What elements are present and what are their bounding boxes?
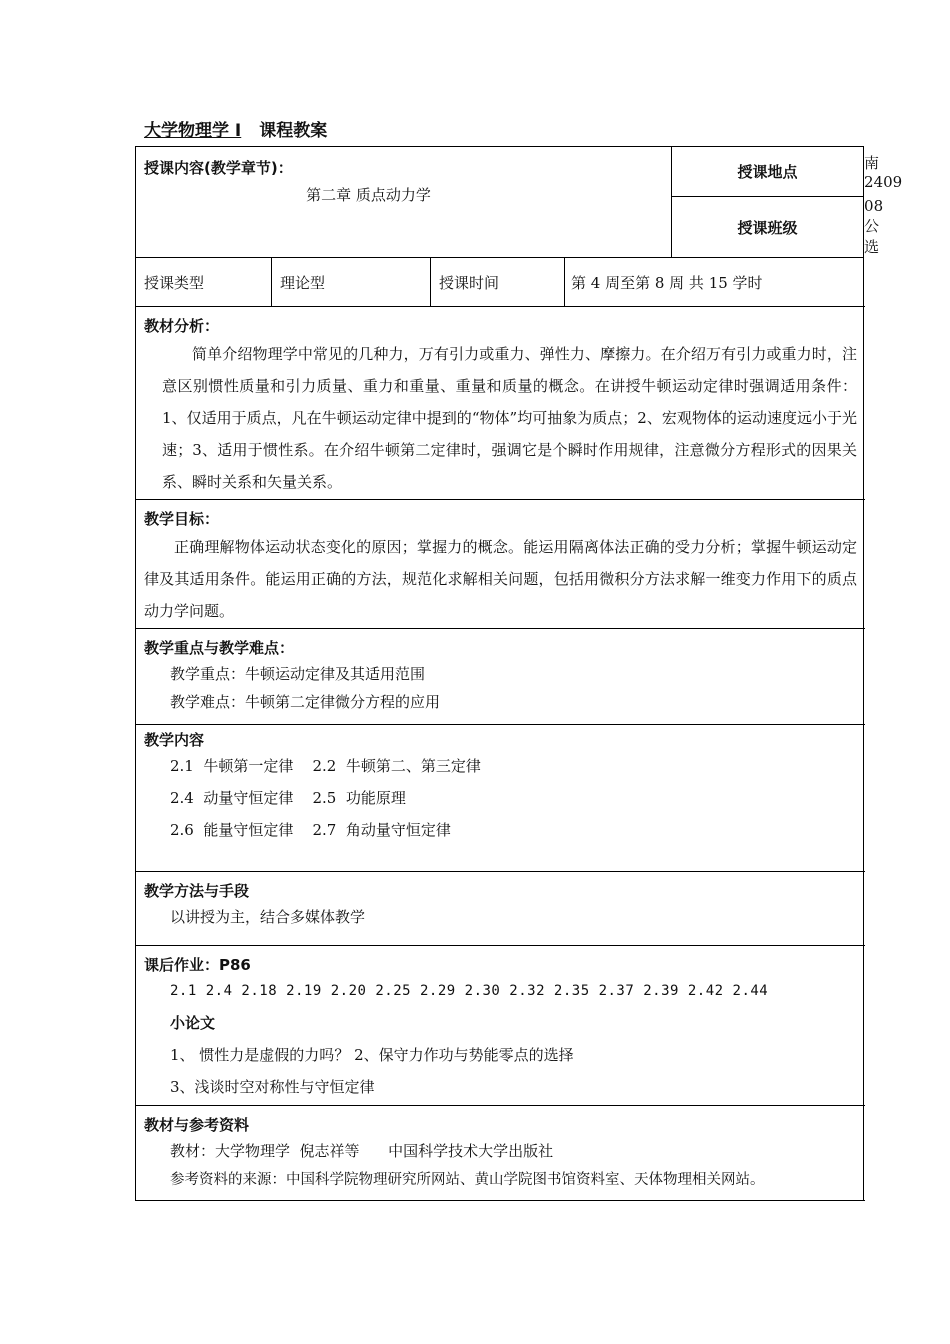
key-points-cell bbox=[136, 629, 864, 725]
teaching-content-label: 授课内容(教学章节)： bbox=[144, 159, 293, 177]
goals-heading: 教学目标： bbox=[144, 510, 220, 528]
row-analysis bbox=[136, 307, 864, 500]
goals-cell bbox=[136, 500, 864, 629]
contents-heading: 教学内容 bbox=[144, 731, 205, 749]
homework-problems: 2.1 2.4 2.18 2.19 2.20 2.25 2.29 2.30 2.32 2.35 2.37 2.39 2.42 2.44 bbox=[170, 983, 769, 999]
homework-heading: 课后作业：P86 bbox=[144, 956, 251, 974]
teaching-focus: 教学重点：牛顿运动定律及其适用范围 bbox=[170, 665, 426, 683]
methods-text: 以讲授为主，结合多媒体教学 bbox=[170, 908, 366, 926]
time-label: 授课时间 bbox=[431, 258, 565, 307]
row-type-time bbox=[136, 258, 864, 307]
row-goals bbox=[136, 500, 864, 629]
analysis-text: 简单介绍物理学中常见的几种力，万有引力或重力、弹性力、摩擦力。在介绍万有引力或重力时，注意区别惯性质量和引力质量、重力和重量、重量和质量的概念。在讲授牛顿运动定律时强调适用条件：1、仅适用于质点，凡在牛顿运动定律中提到的“物体”均可抽象为质点；2、宏观物体的运动速度远小于光速；3、适用于惯性系。在介绍牛顿第二定律时，强调它是个瞬时作用规律，注意微分方程形式的因果关系、瞬时关系和矢量关系。 bbox=[162, 345, 858, 491]
references-heading: 教材与参考资料 bbox=[144, 1116, 250, 1134]
row-homework bbox=[136, 946, 864, 1106]
contents-line-1: 2.1 牛顿第一定律 2.2 牛顿第二、第三定律 bbox=[170, 757, 481, 775]
homework-cell bbox=[136, 946, 864, 1106]
lesson-plan-table bbox=[135, 146, 903, 1201]
type-label: 授课类型 bbox=[136, 258, 272, 307]
row-contents bbox=[136, 725, 864, 872]
row-content-location: 授课内容(教学章节)： 第二章 质点动力学 授课地点 南 2409 bbox=[136, 147, 864, 197]
references-cell bbox=[136, 1106, 864, 1201]
row-key-points bbox=[136, 629, 864, 725]
reference-sources: 参考资料的来源：中国科学院物理研究所网站、黄山学院图书馆资料室、天体物理相关网站。 bbox=[170, 1172, 765, 1188]
key-points-heading: 教学重点与教学难点： bbox=[144, 639, 295, 657]
essay-topic-1: 1、 惯性力是虚假的力吗？ 2、保守力作功与势能零点的选择 bbox=[170, 1046, 574, 1064]
row-methods bbox=[136, 872, 864, 946]
analysis-cell bbox=[136, 307, 864, 500]
row-class: 授课班级 08 公选 bbox=[136, 197, 864, 258]
essay-heading: 小论文 bbox=[170, 1014, 216, 1032]
teaching-difficulty: 教学难点：牛顿第二定律微分方程的应用 bbox=[170, 693, 441, 711]
contents-cell bbox=[136, 725, 864, 872]
class-label: 授课班级 bbox=[672, 197, 864, 258]
goals-text: 正确理解物体运动状态变化的原因；掌握力的概念。能运用隔离体法正确的受力分析；掌握牛顿运动定律及其适用条件。能运用正确的方法，规范化求解相关问题，包括用微积分方法求解一维变力作用下的质点动力学问题。 bbox=[144, 538, 858, 620]
teaching-content-cell bbox=[136, 147, 672, 258]
textbook-info: 教材：大学物理学 倪志祥等 中国科学技术大学出版社 bbox=[170, 1142, 554, 1160]
methods-cell bbox=[136, 872, 864, 946]
analysis-heading: 教材分析： bbox=[144, 317, 220, 335]
contents-line-2: 2.4 动量守恒定律 2.5 功能原理 bbox=[170, 789, 406, 807]
time-value: 第 4 周至第 8 周 共 15 学时 bbox=[565, 258, 864, 307]
essay-topic-2: 3、浅谈时空对称性与守恒定律 bbox=[170, 1078, 375, 1096]
document-title bbox=[144, 116, 327, 141]
type-value: 理论型 bbox=[272, 258, 431, 307]
methods-heading: 教学方法与手段 bbox=[144, 882, 250, 900]
location-label: 授课地点 bbox=[672, 147, 864, 197]
course-name: 大学物理学 I bbox=[144, 121, 242, 141]
contents-line-3: 2.6 能量守恒定律 2.7 角动量守恒定律 bbox=[170, 821, 451, 839]
row-references bbox=[136, 1106, 864, 1201]
doc-type: 课程教案 bbox=[259, 121, 328, 141]
teaching-content-value: 第二章 质点动力学 bbox=[306, 186, 431, 204]
